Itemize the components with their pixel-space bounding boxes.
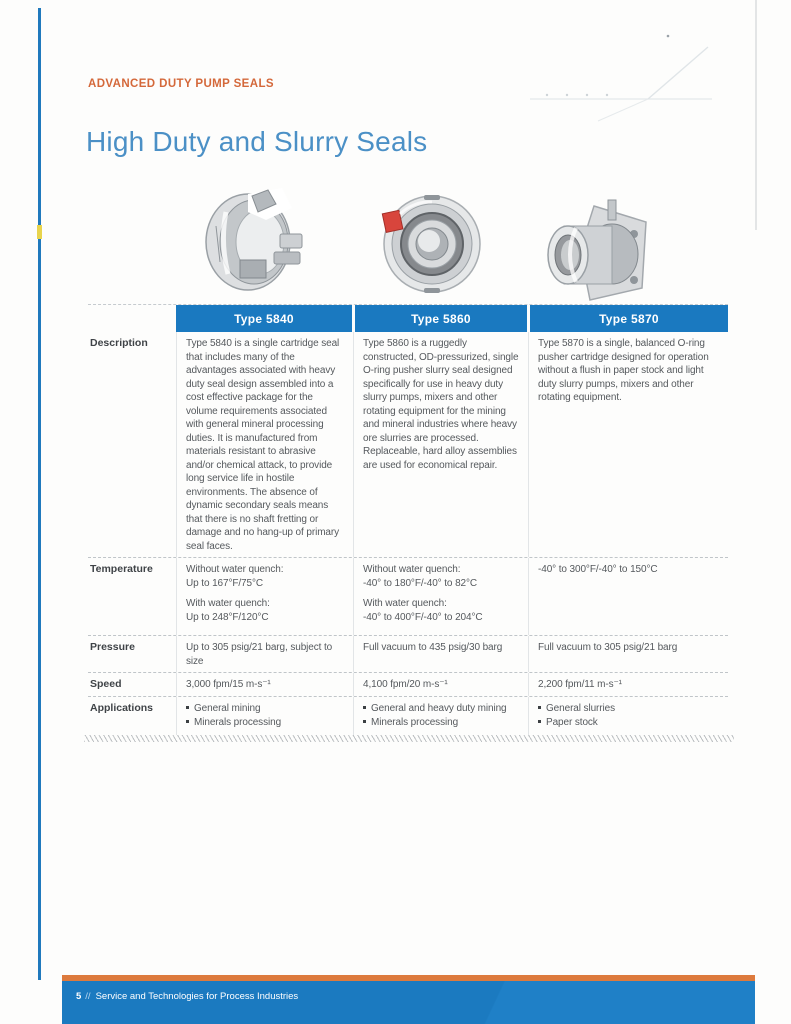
page-scan-edge-line: [38, 8, 41, 980]
temp-condition-value: -40° to 400°F/-40° to 204°C: [363, 611, 483, 623]
row-label-description: Description: [90, 337, 148, 349]
description-5860: Type 5860 is a ruggedly constructed, OD-pressurized, single O-ring pusher slurry seal designed specifically for use in heavy duty slurry pumps, mixers and other rotating equipment for the mining and mineral industries where heavy ore slurries are processed. Replaceable, hard alloy assemblies are used for economical repair.: [353, 332, 528, 557]
table-bottom-hatch-border: [84, 735, 734, 742]
bullet-icon: [186, 720, 189, 723]
bullet-icon: [538, 720, 541, 723]
header-spacer: [88, 305, 176, 332]
temp-condition-value: -40° to 300°F/-40° to 150°C: [538, 564, 658, 575]
application-item: [538, 716, 719, 730]
page-number: 5: [76, 991, 82, 1002]
temp-condition-label: With water quench:: [186, 598, 270, 609]
speed-5870: 2,200 fpm/11 m-s⁻¹: [528, 673, 728, 696]
yellow-registration-tick: [37, 225, 42, 239]
temp-with-quench: [186, 597, 344, 624]
corner-fold-decoration: [520, 30, 720, 130]
application-label: Minerals processing: [371, 717, 459, 728]
seal-comparison-table: [88, 304, 728, 742]
temp-condition-label: With water quench:: [363, 598, 447, 609]
temperature-5860: [353, 558, 528, 635]
applications-row: [88, 696, 728, 735]
seal-photo-type-5860: [378, 190, 482, 298]
temp-condition-value: -40° to 180°F/-40° to 82°C: [363, 577, 478, 589]
column-header-type-5870: Type 5870: [530, 305, 728, 332]
footer-text: Service and Technologies for Process Industries: [95, 991, 299, 1002]
application-label: General mining: [194, 702, 261, 714]
application-item: [538, 702, 719, 716]
pressure-row: [88, 635, 728, 672]
page-title: High Duty and Slurry Seals: [86, 126, 428, 157]
section-eyebrow: ADVANCED DUTY PUMP SEALS: [88, 78, 274, 90]
column-header-type-5860: Type 5860: [355, 305, 527, 332]
temperature-row: [88, 557, 728, 635]
applications-5860: [353, 697, 528, 735]
temperature-5840: [176, 558, 353, 635]
row-label-pressure: Pressure: [90, 641, 135, 653]
temp-condition-label: Without water quench:: [186, 564, 284, 575]
speed-5840: 3,000 fpm/15 m-s⁻¹: [176, 673, 353, 696]
temp-condition-value: Up to 167°F/75°C: [186, 577, 263, 589]
application-label: Minerals processing: [194, 717, 282, 728]
row-label-temperature: Temperature: [90, 563, 153, 575]
column-header-type-5840: Type 5840: [176, 305, 352, 332]
applications-5870: [528, 697, 728, 735]
bullet-icon: [363, 706, 366, 709]
temp-with-quench: [363, 597, 519, 624]
application-label: General slurries: [546, 702, 615, 714]
seal-photo-type-5870: [546, 196, 654, 308]
bullet-icon: [538, 706, 541, 709]
pressure-5840: Up to 305 psig/21 barg, subject to size: [176, 636, 353, 672]
row-label-applications: Applications: [90, 701, 154, 714]
temp-condition-label: Without water quench:: [363, 564, 461, 575]
pressure-5860: Full vacuum to 435 psig/30 barg: [353, 636, 528, 672]
temp-without-quench: [186, 563, 344, 590]
application-label: General and heavy duty mining: [371, 702, 507, 714]
application-item: [363, 702, 519, 716]
footer-bar: [62, 981, 755, 1024]
application-item: [186, 702, 344, 716]
bullet-icon: [363, 720, 366, 723]
bullet-icon: [186, 706, 189, 709]
application-item: [186, 716, 344, 730]
pressure-5870: Full vacuum to 305 psig/21 barg: [528, 636, 728, 672]
applications-5840: [176, 697, 353, 735]
temperature-5870: [528, 558, 728, 635]
application-label: Paper stock: [546, 717, 598, 728]
footer-separator: //: [85, 991, 91, 1002]
description-row: [88, 332, 728, 557]
table-header-row: [88, 304, 728, 332]
seal-photo-type-5840: [196, 182, 308, 300]
temp-condition-value: Up to 248°F/120°C: [186, 611, 269, 623]
temp-without-quench: [363, 563, 519, 590]
description-5840: Type 5840 is a single cartridge seal that includes many of the advantages associated with heavy duty seal design assembled into a cost effective package for the volume requirements associated with general mineral processing duties. It is manufactured from materials resistant to abrasive and/or chemical attack, to provide long service life in hostile environments. The absence of dynamic secondary seals means that there is no shaft fretting or damage and no hang-up of primary seal faces.: [176, 332, 353, 557]
speed-row: [88, 672, 728, 696]
application-item: [363, 716, 519, 730]
speed-5860: 4,100 fpm/20 m-s⁻¹: [353, 673, 528, 696]
description-5870: Type 5870 is a single, balanced O-ring pusher cartridge designed for operation without a flush in paper stock and light duty slurry pumps, mixers and other rotating equipment.: [528, 332, 728, 557]
row-label-speed: Speed: [90, 678, 122, 690]
page-right-edge-shadow: [755, 0, 757, 230]
